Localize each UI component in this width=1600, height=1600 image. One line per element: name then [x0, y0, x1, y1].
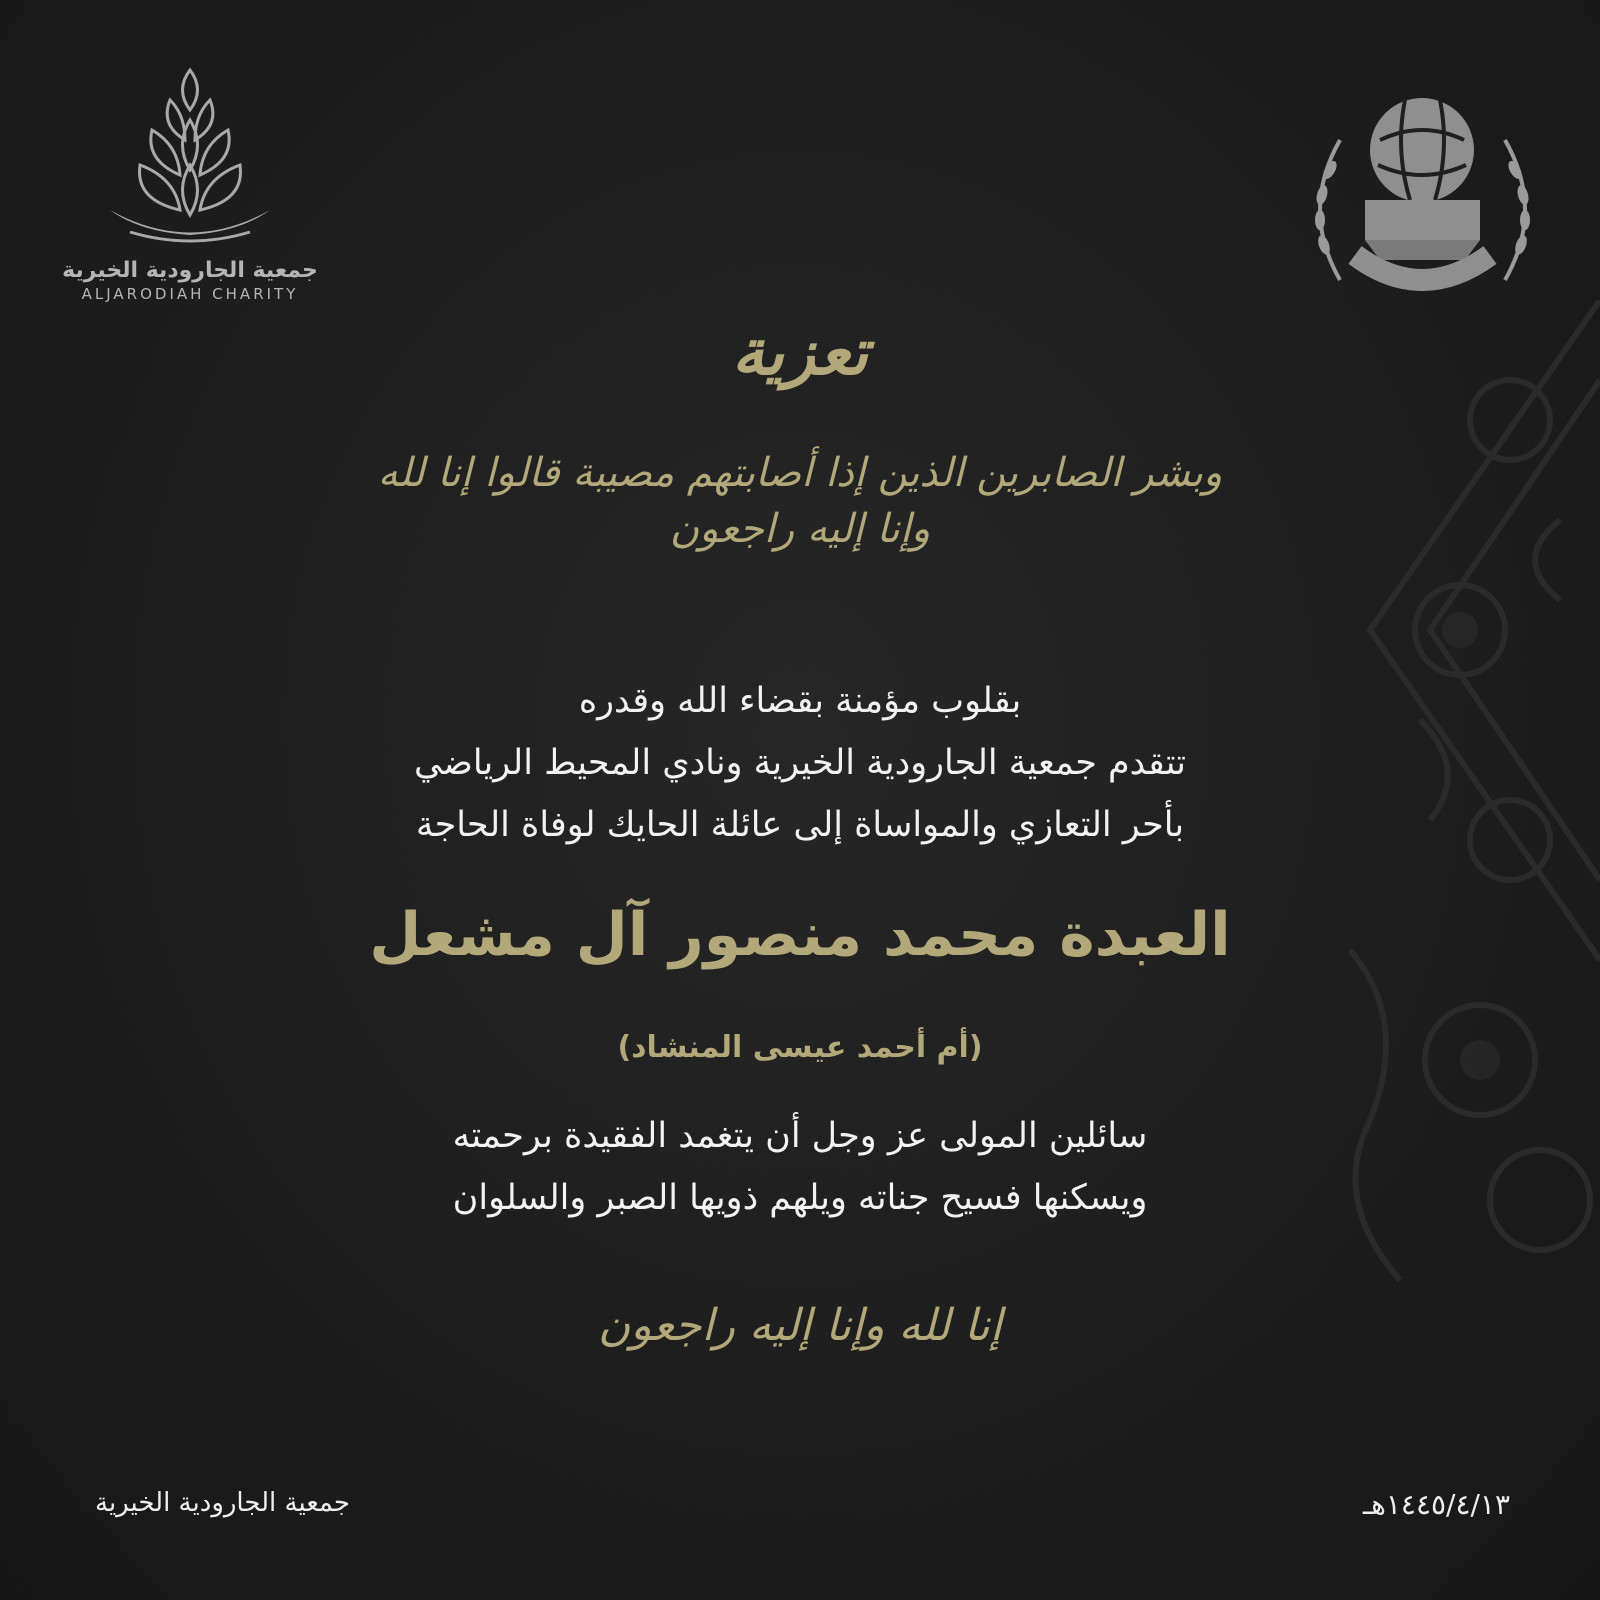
prayer-message	[260, 1105, 1340, 1229]
calligraphy-title: تعزية	[731, 315, 869, 390]
message-line: بقلوب مؤمنة بقضاء الله وقدره	[578, 681, 1022, 721]
deceased-name: العبدة محمد منصور آل مشعل	[369, 900, 1231, 970]
almuheet-club-emblem-icon	[1300, 80, 1545, 325]
charity-name-english: ALJARODIAH CHARITY	[81, 285, 299, 303]
aljarodiah-charity-logo	[55, 60, 325, 330]
calligraphy-verse: وبشر الصابرين الذين إذا أصابتهم مصيبة قالوا إنا لله وإنا إليه راجعون	[377, 450, 1223, 552]
message-line: تتقدم جمعية الجارودية الخيرية ونادي المحيط الرياضي	[413, 743, 1187, 783]
footer-organization: جمعية الجارودية الخيرية	[95, 1488, 350, 1518]
condolence-message	[260, 670, 1340, 856]
prayer-line: سائلين المولى عز وجل أن يتغمد الفقيدة برحمته	[452, 1116, 1148, 1156]
arabesque-ornament-icon	[1310, 300, 1600, 1300]
footer-date: ١٤٤٥/٤/١٣هـ	[1362, 1488, 1510, 1521]
calligraphy-closing: إنا لله وإنا إليه راجعون	[598, 1300, 1002, 1351]
deceased-kunya: (أم أحمد عيسى المنشاد)	[617, 1030, 983, 1065]
pine-cone-boat-logo-icon	[90, 60, 290, 250]
prayer-line: ويسكنها فسيح جناته ويلهم ذويها الصبر والسلوان	[452, 1178, 1148, 1218]
message-line: بأحر التعازي والمواساة إلى عائلة الحايك لوفاة الحاجة	[415, 805, 1185, 845]
charity-name-arabic: جمعية الجارودية الخيرية	[62, 258, 318, 283]
